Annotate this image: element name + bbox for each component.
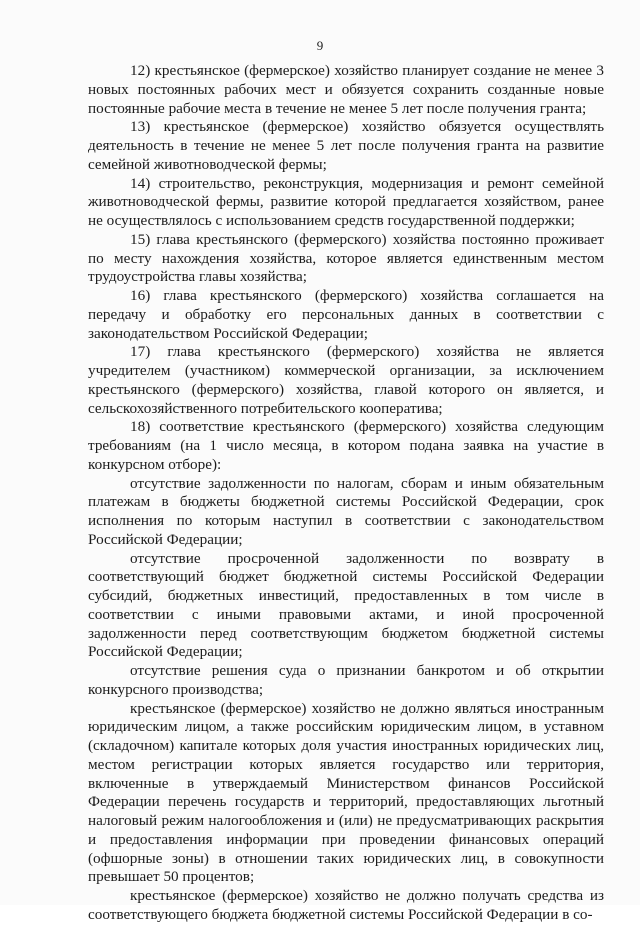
paragraph-item-13: 13) крестьянское (фермерское) хозяйство обязуется осуществлять деятельность в течение не менее 5 лет после получения гранта на развитие семейной животноводческой фермы; <box>88 118 604 173</box>
requirement-no-bankruptcy: отсутствие решения суда о признании банкротом и об открытии конкурсного производства; <box>88 662 604 698</box>
paragraph-item-12: 12) крестьянское (фермерское) хозяйство планирует создание не менее 3 новых постоянных рабочих мест и обязуется сохранить созданные новые постоянные рабочие места в течение не менее 5 лет после получения гранта; <box>88 62 604 117</box>
requirement-no-other-budget-funds: крестьянское (фермерское) хозяйство не должно получать средства из соответствующего бюджета бюджетной системы Российской Федерации в со- <box>88 887 604 923</box>
paragraph-item-16: 16) глава крестьянского (фермерского) хозяйства соглашается на передачу и обработку его персональных данных в соответствии с законодательством Российской Федерации; <box>88 287 604 342</box>
paragraph-item-15: 15) глава крестьянского (фермерского) хозяйства постоянно проживает по месту нахождения хозяйства, которое является единственным местом трудоустройства главы хозяйства; <box>88 230 604 286</box>
body-text <box>88 62 604 925</box>
page-number: 9 <box>316 38 324 53</box>
requirement-no-overdue-debt: отсутствие просроченной задолженности по возврату в соответствующий бюджет бюджетной системы Российской Федерации субсидий, бюджетных инвестиций, предоставленных в том числе в соответствии с иными правовыми актами, и иной просроченной задолженности перед соответствующим бюджетом бюджетной системы Российской Федерации; <box>88 549 604 661</box>
requirement-not-foreign-entity: крестьянское (фермерское) хозяйство не должно являться иностранным юридическим лицом, а также российским юридическим лицом, в уставном (складочном) капитале которых доля участия иностранных юридических лиц, местом регистрации которых является государство или территория, включенные в утверждаемый Министерством финансов Российской Федерации перечень государств и территорий, предоставляющих льготный налоговый режим налогообложения и (или) не предусматривающих раскрытия и предоставления информации при проведении финансовых операций (офшорные зоны) в отношении таких юридических лиц, в совокупности превышает 50 процентов; <box>88 699 604 886</box>
paragraph-item-18: 18) соответствие крестьянского (фермерского) хозяйства следующим требованиям (на 1 число месяца, в котором подана заявка на участие в конкурсном отборе): <box>88 418 604 473</box>
requirement-no-tax-debt: отсутствие задолженности по налогам, сборам и иным обязательным платежам в бюджеты бюджетной системы Российской Федерации, срок исполнения по которым наступил в соответствии с законодательством Российской Федерации; <box>88 474 604 548</box>
paragraph-item-14: 14) строительство, реконструкция, модернизация и ремонт семейной животноводческой фермы, развитие которой предлагается хозяйством, ранее не осуществлялось с использованием средств государственной поддержки; <box>88 174 604 229</box>
paragraph-item-17: 17) глава крестьянского (фермерского) хозяйства не является учредителем (участником) коммерческой организации, за исключением крестьянского (фермерского) хозяйства, главой которого он является, и сельскохозяйственного потребительского кооператива; <box>88 343 604 417</box>
